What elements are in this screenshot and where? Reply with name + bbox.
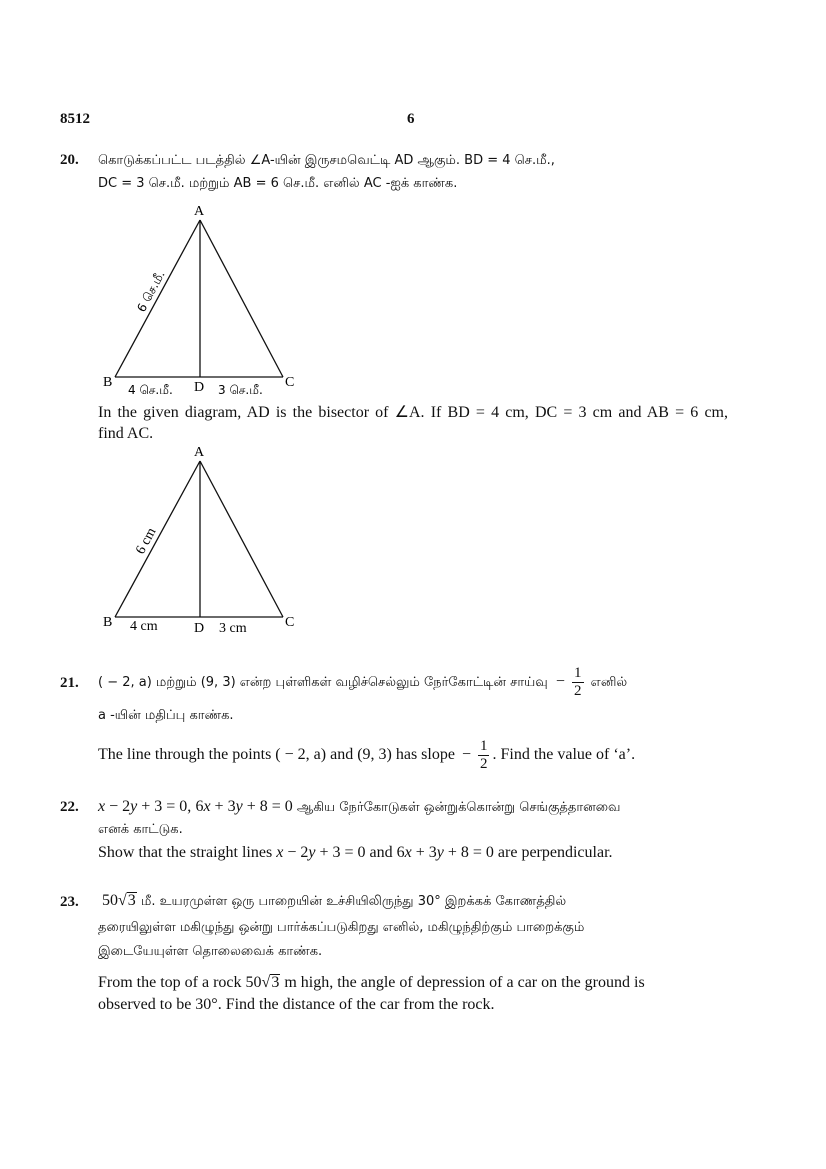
question-21-tamil-line-2: a -யின் மதிப்பு காண்க. xyxy=(98,708,234,723)
question-20-english-line-1: In the given diagram, AD is the bisector of ∠A. If BD = 4 cm, DC = 3 cm and AB = 6 cm, xyxy=(98,404,728,421)
question-23-tamil-line-1: 50√3 மீ. உயரமுள்ள ஒரு பாறையின் உச்சியிலிருந்து 30° இறக்கக் கோணத்தில் xyxy=(102,892,567,909)
slope-fraction: $\frac{1}{2}$ xyxy=(574,665,582,699)
equation-1: x − 2y + 3 = 0, xyxy=(98,798,192,815)
question-23-tamil-line-2: தரையிலுள்ள மகிழுந்து ஒன்று பார்க்கப்படுகிறது எனில், மகிழுந்திற்கும் பாறைக்கும் xyxy=(98,920,585,935)
question-22-tamil-line-1: x − 2y + 3 = 0, 6x + 3y + 8 = 0 ஆகிய நேர்கோடுகள் ஒன்றுக்கொன்று செங்குத்தானவை xyxy=(98,798,621,815)
vertex-a-label: A xyxy=(194,204,205,219)
dc-length-label: 3 cm xyxy=(219,621,247,636)
point-d-label: D xyxy=(194,380,205,395)
question-22-english-line: Show that the straight lines x − 2y + 3 = 0 and 6x + 3y + 8 = 0 are perpendicular. xyxy=(98,844,613,861)
equation-2: 6x + 3y + 8 = 0 xyxy=(195,798,293,815)
question-20-tamil-line-1: கொடுக்கப்பட்ட படத்தில் ∠A-யின் இருசமவெட்டி AD ஆகும். BD = 4 செ.மீ., xyxy=(98,153,555,168)
point-d-label: D xyxy=(194,621,205,636)
vertex-c-label: C xyxy=(285,615,295,630)
ab-length-label: 6 செ.மீ. xyxy=(134,268,168,315)
side-ac xyxy=(200,220,283,377)
question-23-tamil-line-3: இடையேயுள்ள தொலைவைக் காண்க. xyxy=(98,944,323,959)
bd-length-label: 4 செ.மீ. xyxy=(128,383,173,397)
question-20-tamil-line-2: DC = 3 செ.மீ. மற்றும் AB = 6 செ.மீ. எனில் AC -ஐக் காண்க. xyxy=(98,176,458,191)
paper-code: 8512 xyxy=(60,111,90,127)
ab-length-label: 6 cm xyxy=(133,525,160,557)
dc-length-label: 3 செ.மீ. xyxy=(218,383,263,397)
slope-fraction-en: $\frac{1}{2}$ xyxy=(479,737,488,772)
question-20-english-line-2: find AC. xyxy=(98,425,154,442)
question-21-english-line: The line through the points ( − 2, a) and (9, 3) has slope − $\frac{1}{2}$ . Find the value of ‘a’. xyxy=(98,737,636,772)
side-ac xyxy=(200,461,283,617)
question-23-english-line-2: observed to be 30°. Find the distance of the car from the rock. xyxy=(98,996,495,1013)
triangle-figure-tamil xyxy=(90,198,320,403)
vertex-c-label: C xyxy=(285,375,295,390)
triangle-figure-english xyxy=(90,440,320,645)
question-23-number: 23. xyxy=(60,894,79,910)
question-22-tamil-line-2: எனக் காட்டுக. xyxy=(98,822,183,837)
side-ab xyxy=(115,220,200,377)
question-20-number: 20. xyxy=(60,152,79,168)
height-value: 50√3 xyxy=(102,892,136,909)
vertex-b-label: B xyxy=(103,615,113,630)
question-23-english-line-1: From the top of a rock 50√3 m high, the angle of depression of a car on the ground is xyxy=(98,974,645,991)
bd-length-label: 4 cm xyxy=(130,619,158,634)
question-21-number: 21. xyxy=(60,675,79,691)
vertex-a-label: A xyxy=(194,445,205,460)
page-number: 6 xyxy=(407,111,415,127)
side-ab xyxy=(115,461,200,617)
question-22-number: 22. xyxy=(60,799,79,815)
vertex-b-label: B xyxy=(103,375,113,390)
question-21-tamil-line-1: ( − 2, a) மற்றும் (9, 3) என்ற புள்ளிகள் வழிச்செல்லும் நேர்கோட்டின் சாய்வு − $\frac{1}{2}$ எனில் xyxy=(98,665,628,699)
height-value-en: 50√3 xyxy=(245,974,280,991)
